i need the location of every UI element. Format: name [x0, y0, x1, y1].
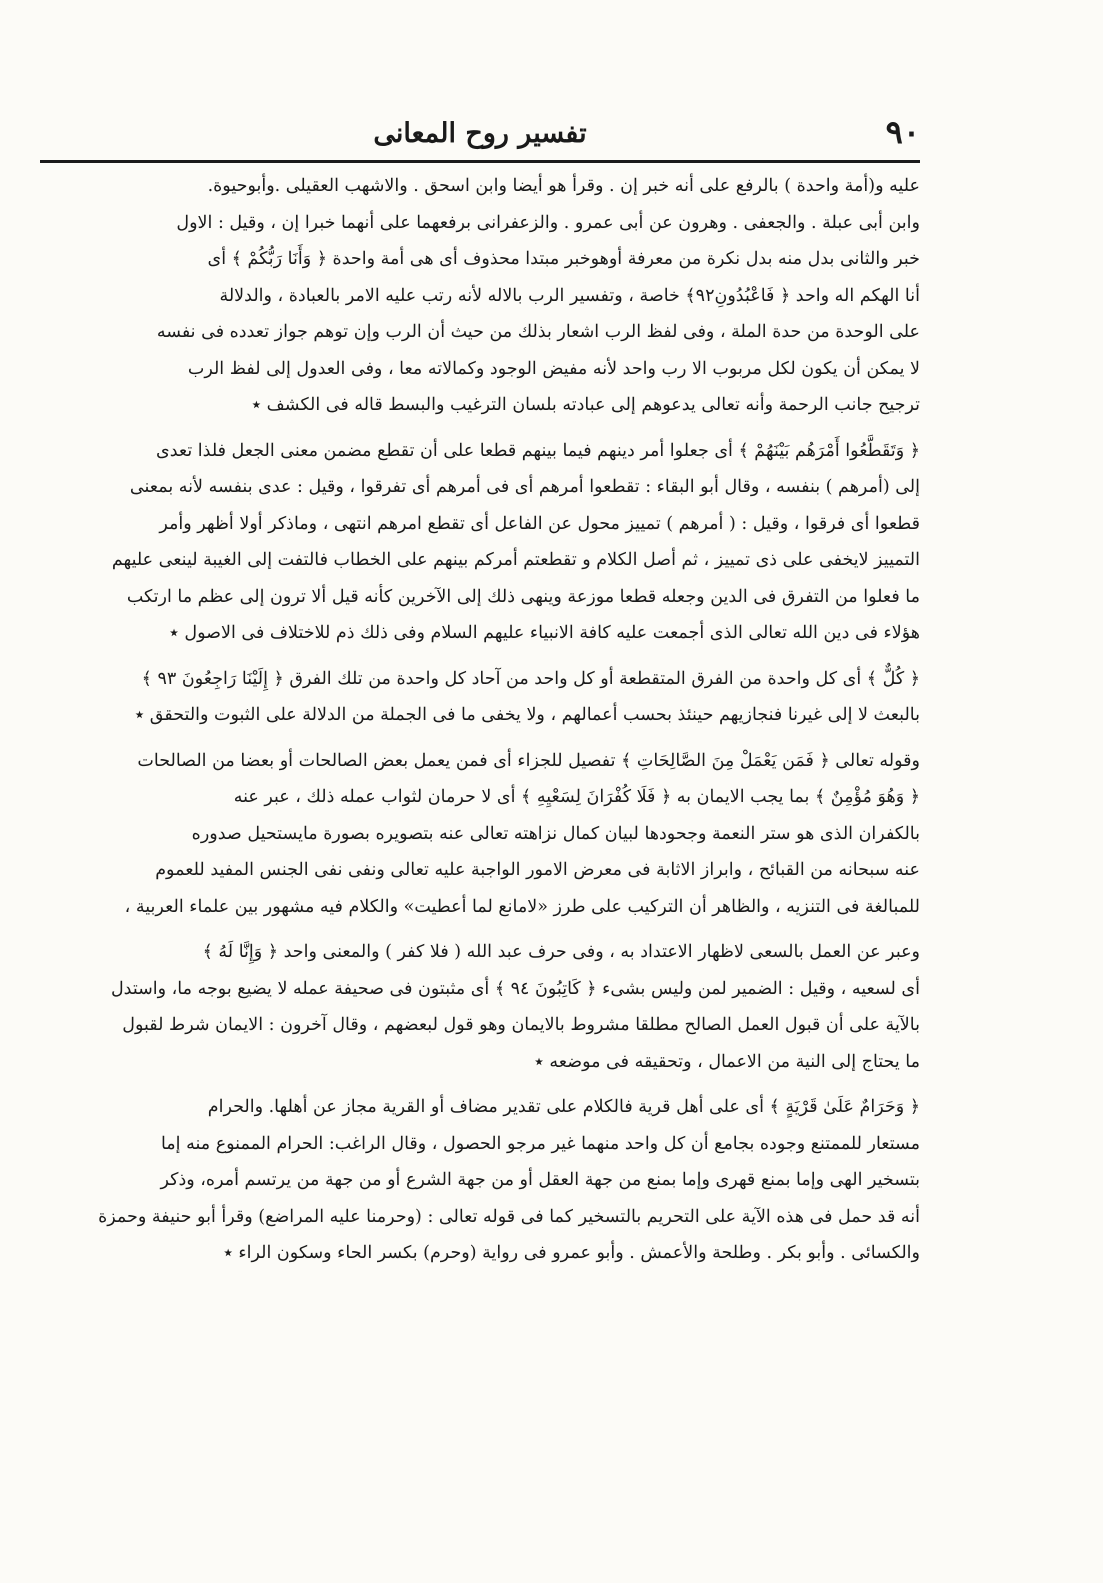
text-line: مستعار للممتنع وجوده بجامع أن كل واحد منهما غير مرجو الحصول ، وقال الراغب: الحرام الممنوع منه إما	[160, 1133, 920, 1154]
text-line: قطعوا أى فرقوا ، وقيل : ( أمرهم ) تمييز محول عن الفاعل أى تقطع امرهم انتهى ، وماذكر أولا أظهر وأمر	[159, 513, 920, 534]
text-line: بالبعث لا إلى غيرنا فنجازيهم حينئذ بحسب أعمالهم ، ولا يخفى ما فى الجملة من الدلالة على الثبوت والتحقق ٭	[134, 705, 920, 725]
paragraph-4	[40, 743, 920, 926]
running-title: تفسير روح المعانى	[373, 118, 587, 149]
commentary-body	[40, 168, 920, 1272]
text-line: بالآية على أن قبول العمل الصالح مطلقا مشروط بالايمان وهو قول لبعضهم ، وقال آخرون : الايمان شرط لقبول	[122, 1015, 920, 1035]
text-line: والكسائى . وأبو بكر . وطلحة والأعمش . وأبو عمرو فى رواية (وحرم) بكسر الحاء وسكون الراء ٭	[223, 1243, 920, 1263]
text-line: عليه و(أمة واحدة ) بالرفع على أنه خبر إن . وقرأ هو أيضا وابن اسحق . والاشهب العقيلى .وأبوحيوة.	[207, 176, 920, 196]
text-line: وعبر عن العمل بالسعى لاظهار الاعتداد به ، وفى حرف عبد الله ( فلا كفر ) والمعنى واحد ﴿ وَإِنَّا لَهُ ﴾	[202, 942, 920, 962]
header-rule	[40, 160, 920, 163]
page-number: ٩٠	[885, 113, 920, 151]
paragraph-1	[40, 168, 920, 424]
text-line: ترجيح جانب الرحمة وأنه تعالى يدعوهم إلى عبادته بلسان الترغيب والبسط قاله فى الكشف ٭	[251, 395, 920, 415]
text-line: على الوحدة من حدة الملة ، وفى لفظ الرب اشعار بذلك من حيث أن الرب وإن توهم جواز تعدده فى نفسه	[156, 322, 920, 342]
text-line: ﴿ وَتَقَطَّعُوا أَمْرَهُم بَيْنَهُمْ ﴾ أى جعلوا أمر دينهم فيما بينهم قطعا على أن تقطع مضمن معنى الجعل فلذا تعدى	[156, 440, 920, 461]
text-line: عنه سبحانه من القبائح ، وابراز الاثابة فى معرض الامور الواجبة عليه تعالى ونفى نفى الجنس المفيد للعموم	[155, 860, 920, 880]
text-line: ما يحتاج إلى النية من الاعمال ، وتحقيقه فى موضعه ٭	[534, 1051, 920, 1072]
text-line: هؤلاء فى دين الله تعالى الذى أجمعت عليه كافة الانبياء عليهم السلام وفى ذلك ذم للاختلاف فى الاصول ٭	[169, 623, 920, 643]
text-line: بتسخير الهى وإما بمنع قهرى وإما بمنع من جهة العقل أو من جهة الشرع أو من جهة من يرتسم أمره، وذكر	[160, 1170, 920, 1190]
text-line: وقوله تعالى ﴿ فَمَن يَعْمَلْ مِنَ الصَّالِحَاتِ ﴾ تفصيل للجزاء أى فمن يعمل بعض الصالحات أو بعضا من الصالحات	[137, 750, 920, 771]
text-line: ﴿ كُلٌّ ﴾ أى كل واحدة من الفرق المتقطعة أو كل واحد من آحاد كل واحدة من تلك الفرق ﴿ إِلَيْنَا رَاجِعُونَ ٩٣ ﴾	[141, 668, 920, 689]
text-line: ما فعلوا من التفرق فى الدين وجعله قطعا موزعة وينهى ذلك إلى الآخرين كأنه قيل ألا ترون إلى عظم ما ارتكب	[126, 586, 920, 607]
text-line: إلى (أمرهم ) بنفسه ، وقال أبو البقاء : تقطعوا أمرهم أى فى أمرهم أى تفرقوا ، وقيل : عدى بنفسه لأنه بمعنى	[129, 477, 920, 497]
text-line: بالكفران الذى هو ستر النعمة وجحودها لبيان كمال نزاهته تعالى عنه بتصويره بصورة مايستحيل صدوره	[191, 823, 920, 844]
text-line: خبر والثانى بدل منه بدل نكرة من معرفة أوهوخبر مبتدا محذوف أى هى أمة واحدة ﴿ وَأَنَا رَبُّكُمْ ﴾ أى	[207, 249, 920, 269]
text-line: أنه قد حمل فى هذه الآية على التحريم بالتسخير كما فى قوله تعالى : (وحرمنا عليه المراضع) وقرأ أبو حنيفة وحمزة	[98, 1206, 920, 1227]
text-line: لا يمكن أن يكون لكل مربوب الا رب واحد لأنه مفيض الوجود وكمالاته معا ، وفى العدول إلى لفظ الرب	[187, 358, 920, 379]
text-line: ﴿ وَهُوَ مُؤْمِنٌ ﴾ بما يجب الايمان به ﴿ فَلَا كُفْرَانَ لِسَعْيِهِ ﴾ أى لا حرمان لثواب عمله ذلك ، عبر عنه	[233, 787, 920, 807]
text-line: أنا الهكم اله واحد ﴿ فَاعْبُدُونِ٩٢﴾ خاصة ، وتفسير الرب بالاله لأنه رتب عليه الامر بالعبادة ، والدلالة	[219, 285, 920, 306]
text-line: للمبالغة فى التنزيه ، والظاهر أن التركيب على طرز «لامانع لما أعطيت» والكلام فيه مشهور بين علماء العربية ،	[124, 896, 920, 917]
paragraph-2	[40, 433, 920, 652]
paragraph-6	[40, 1089, 920, 1272]
text-line: التمييز لايخفى على ذى تمييز ، ثم أصل الكلام و تقطعتم أمركم بينهم على الخطاب فالتفت إلى الغيبة لينعى عليهم	[111, 550, 920, 570]
text-line: أى لسعيه ، وقيل : الضمير لمن وليس بشىء ﴿ كَاتِبُونَ ٩٤ ﴾ أى مثبتون فى صحيفة عمله لا يضيع بوجه ما، واستدل	[110, 978, 920, 999]
text-line: وابن أبى عبلة . والجعفى . وهرون عن أبى عمرو . والزعفرانى برفعهما على أنهما خبرا إن ، وقيل : الاول	[176, 212, 920, 233]
paragraph-5	[40, 934, 920, 1080]
page-header	[40, 112, 920, 160]
text-line: ﴿ وَحَرَامٌ عَلَىٰ قَرْيَةٍ ﴾ أى على أهل قرية فالكلام على تقدير مضاف أو القرية مجاز عن أهلها. والحرام	[207, 1097, 920, 1117]
paragraph-3	[40, 661, 920, 734]
